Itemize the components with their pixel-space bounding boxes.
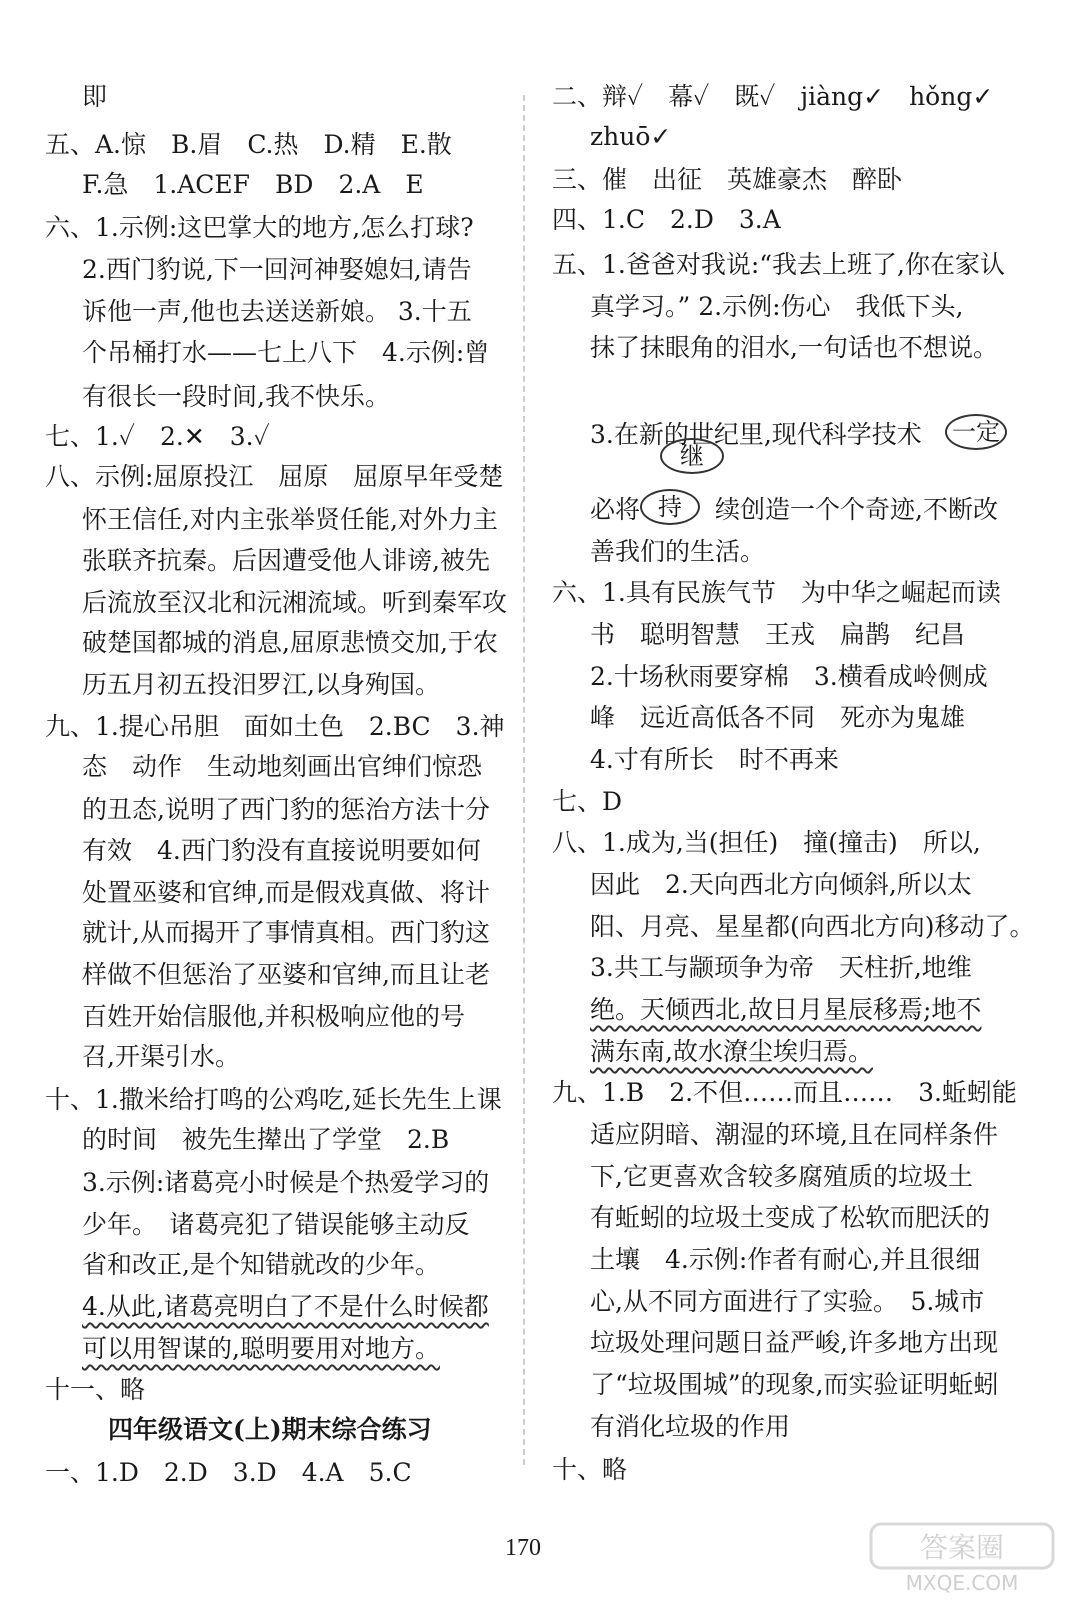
text-line: 少年。 诸葛亮犯了错误能够主动反: [82, 1210, 470, 1239]
text-line: 的时间 被先生撵出了学堂 2.B: [82, 1125, 450, 1154]
text-line: 真学习。” 2.示例:伤心 我低下头,: [590, 292, 964, 321]
watermark-logo-icon: [867, 1520, 1057, 1596]
text-line: 下,它更喜欢含较多腐殖质的垃圾土: [590, 1162, 973, 1191]
text-line: 破楚国都城的消息,屈原悲愤交加,于农: [82, 628, 498, 657]
text-line: 3.共工与颛顼争为帝 天柱折,地维: [590, 953, 972, 982]
text-line: 了“垃圾围城”的现象,而实验证明蚯蚓: [590, 1370, 999, 1399]
wavy-underlined-text: 可以用智谋的,聪明要用对地方。: [82, 1334, 440, 1363]
text-line: 必将: [590, 495, 641, 524]
text-line: 的丑态,说明了西门豹的惩治方法十分: [82, 795, 490, 824]
text-line: 八、1.成为,当(担任) 撞(撞击) 所以,: [552, 828, 981, 857]
text-line: 四、1.C 2.D 3.A: [552, 205, 781, 234]
text-line: 六、1.具有民族气节 为中华之崛起而读: [552, 578, 1001, 607]
text-line: 垃圾处理问题日益严峻,许多地方出现: [590, 1328, 998, 1357]
text-line: 省和改正,是个知错就改的少年。: [82, 1250, 440, 1279]
text-line: 样做不但惩治了巫婆和官绅,而且让老: [82, 960, 490, 989]
wavy-underlined-text: 满东南,故水潦尘埃归焉。: [590, 1037, 873, 1066]
text-line: 九、1.提心吊胆 面如土色 2.BC 3.神: [45, 712, 505, 741]
text-line: 九、1.B 2.不但……而且…… 3.蚯蚓能: [552, 1078, 1017, 1107]
text-line: 4.寸有所长 时不再来: [590, 745, 839, 774]
circled-word: 持: [640, 489, 700, 525]
text-line: 后流放至汉北和沅湘流域。听到秦军攻: [82, 588, 508, 617]
text-line: 因此 2.天向西北方向倾斜,所以太: [590, 870, 972, 899]
text-line: 三、催 出征 英雄豪杰 醉卧: [552, 165, 903, 194]
text-line: 有很长一段时间,我不快乐。: [82, 382, 390, 411]
wavy-underlined-text: 4.从此,诸葛亮明白了不是什么时候都: [82, 1292, 489, 1321]
column-divider: [523, 95, 525, 1465]
text-line: 3.示例:诸葛亮小时候是个热爱学习的: [82, 1168, 490, 1197]
text-line: 二、辩✓ 幕✓ 既✓ jiàng✓ hǒng✓: [552, 82, 994, 111]
circled-word: 继: [660, 438, 724, 474]
text-line: 十、1.撒米给打鸣的公鸡吃,延长先生上课: [45, 1085, 502, 1114]
watermark-brand-text: 答案圈: [919, 1531, 1005, 1564]
section-heading: 四年级语文(上)期末综合练习: [108, 1415, 432, 1444]
text-line: 五、1.爸爸对我说:“我去上班了,你在家认: [552, 250, 1006, 279]
page-number: 170: [505, 1535, 541, 1561]
text-line: 五、A.惊 B.眉 C.热 D.精 E.散: [45, 130, 452, 159]
text-line: 十一、略: [45, 1375, 146, 1404]
text-line: F.急 1.ACEF BD 2.A E: [82, 170, 424, 199]
text-line: 怀王信任,对内主张举贤任能,对外力主: [82, 505, 498, 534]
text-line: 即: [82, 82, 108, 111]
text-line: 就计,从而揭开了事情真相。西门豹这: [82, 918, 490, 947]
text-line: 召,开渠引水。: [82, 1042, 240, 1071]
text-line: 诉他一声,他也去送送新娘。 3.十五: [82, 297, 472, 326]
text-line: 抹了抹眼角的泪水,一句话也不想说。: [590, 333, 998, 362]
text-line: zhuō✓: [590, 122, 672, 151]
text-line: 十、略: [552, 1455, 628, 1484]
text-line: 2.十场秋雨要穿棉 3.横看成岭侧成: [590, 662, 988, 691]
text-line: 土壤 4.示例:作者有耐心,并且很细: [590, 1245, 981, 1274]
text-line: 3.在新的世纪里,现代科学技术: [590, 420, 922, 449]
text-line: 有效 4.西门豹没有直接说明要如何: [82, 836, 481, 865]
text-line: 有消化垃圾的作用: [590, 1412, 791, 1441]
text-line: 七、1.✓ 2.✕ 3.✓: [45, 422, 270, 451]
text-line: 适应阴暗、潮湿的环境,且在同样条件: [590, 1120, 998, 1149]
text-line: 历五月初五投汨罗江,以身殉国。: [82, 670, 440, 699]
text-line: 张联齐抗秦。后因遭受他人诽谤,被先: [82, 546, 490, 575]
wavy-underlined-text: 绝。天倾西北,故日月星辰移焉;地不: [590, 995, 982, 1024]
watermark-logo: [867, 1520, 1057, 1596]
text-line: 有蚯蚓的垃圾土变成了松软而肥沃的: [590, 1203, 991, 1232]
text-line: 个吊桶打水——七上八下 4.示例:曾: [82, 338, 490, 367]
text-line: 六、1.示例:这巴掌大的地方,怎么打球?: [45, 213, 474, 242]
text-line: 态 动作 生动地刻画出官绅们惊恐: [82, 752, 483, 781]
watermark-site-text: MXQE.COM: [905, 1571, 1019, 1595]
text-line: 阳、月亮、星星都(向西北方向)移动了。: [590, 912, 1035, 941]
circled-word: 一定: [945, 414, 1007, 450]
text-line: 七、D: [552, 787, 623, 816]
text-line: 心,从不同方面进行了实验。 5.城市: [590, 1287, 985, 1316]
text-line: 百姓开始信服他,并积极响应他的号: [82, 1002, 465, 1031]
text-line: 续创造一个个奇迹,不断改: [715, 495, 998, 524]
text-line: 峰 远近高低各不同 死亦为鬼雄: [590, 703, 966, 732]
text-line: 八、示例:屈原投江 屈原 屈原早年受楚: [45, 462, 504, 491]
text-line: 一、1.D 2.D 3.D 4.A 5.C: [45, 1458, 412, 1487]
text-line: 处置巫婆和官绅,而是假戏真做、将计: [82, 878, 490, 907]
text-line: 善我们的生活。: [590, 537, 766, 566]
text-line: 书 聪明智慧 王戎 扁鹊 纪昌: [590, 620, 966, 649]
text-line: 2.西门豹说,下一回河神娶媳妇,请告: [82, 255, 472, 284]
